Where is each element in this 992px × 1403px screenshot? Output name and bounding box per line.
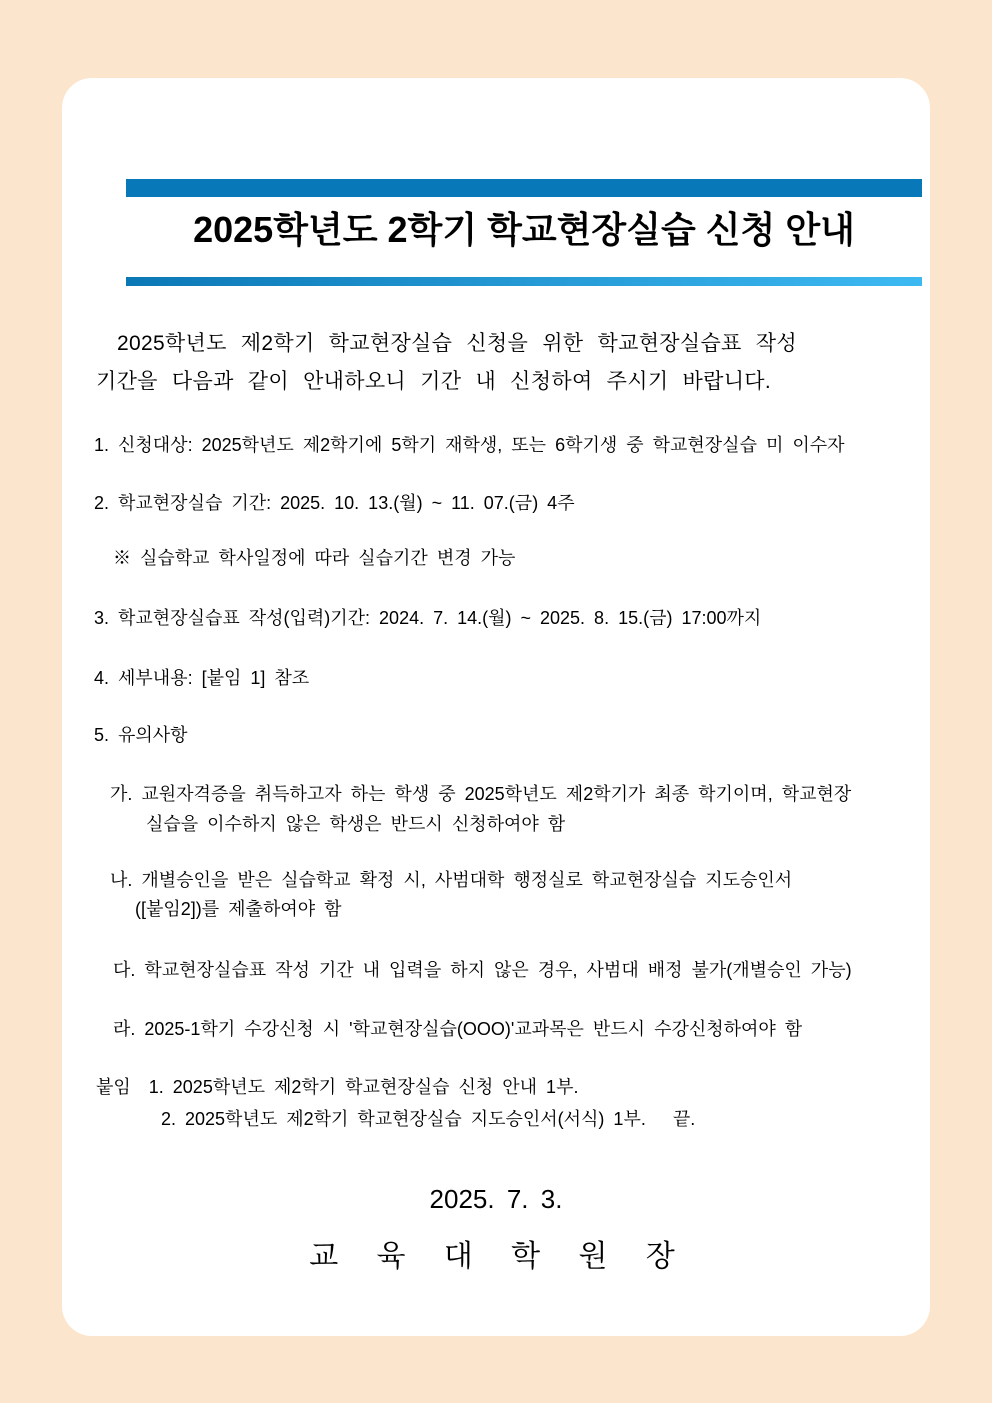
issue-date: 2025. 7. 3. [429, 1184, 563, 1214]
subitem-ga-line-1: 가. 교원자격증을 취득하고자 하는 학생 중 2025학년도 제2학기가 최종 학기이며, 학교현장 [110, 784, 852, 804]
item-1-applicants: 1. 신청대상: 2025학년도 제2학기에 5학기 재학생, 또는 6학기생 중 학교현장실습 미 이수자 [94, 435, 845, 455]
header-accent-bar [126, 277, 922, 286]
intro-line-2: 기간을 다음과 같이 안내하오니 기간 내 신청하여 주시기 바랍니다. [96, 370, 772, 393]
subitem-da: 다. 학교현장실습표 작성 기간 내 입력을 하지 않은 경우, 사범대 배정 불가(개별승인 가능) [113, 960, 852, 980]
item-2-practice-period: 2. 학교현장실습 기간: 2025. 10. 13.(월) ~ 11. 07.(금) 4주 [94, 493, 575, 513]
subitem-ga-line-2: 실습을 이수하지 않은 학생은 반드시 신청하여야 함 [146, 814, 566, 834]
item-3-entry-period: 3. 학교현장실습표 작성(입력)기간: 2024. 7. 14.(월) ~ 2025. 8. 15.(금) 17:00까지 [94, 608, 762, 628]
attachment-line-1: 붙임 1. 2025학년도 제2학기 학교현장실습 신청 안내 1부. [96, 1077, 579, 1097]
notice-card [62, 78, 930, 1336]
subitem-na-line-2: ([붙임2])를 제출하여야 함 [135, 899, 342, 919]
note-schedule-change: ※ 실습학교 학사일정에 따라 실습기간 변경 가능 [113, 548, 516, 568]
subitem-ra: 라. 2025-1학기 수강신청 시 '학교현장실습(OOO)'교과목은 반드시 수강신청하여야 함 [113, 1019, 803, 1039]
item-5-precautions: 5. 유의사항 [94, 725, 188, 745]
header-bar-top [126, 179, 922, 197]
signature-dean-of-graduate-school-of-education: 교 육 대 학 원 장 [309, 1240, 683, 1273]
attachment-line-2: 2. 2025학년도 제2학기 학교현장실습 지도승인서(서식) 1부. 끝. [161, 1109, 696, 1129]
intro-line-1: 2025학년도 제2학기 학교현장실습 신청을 위한 학교현장실습표 작성 [117, 332, 797, 355]
item-4-details: 4. 세부내용: [붙임 1] 참조 [94, 668, 310, 688]
page-title: 2025학년도 2학기 학교현장실습 신청 안내 [193, 209, 855, 250]
subitem-na-line-1: 나. 개별승인을 받은 실습학교 확정 시, 사범대학 행정실로 학교현장실습 지도승인서 [110, 870, 793, 890]
